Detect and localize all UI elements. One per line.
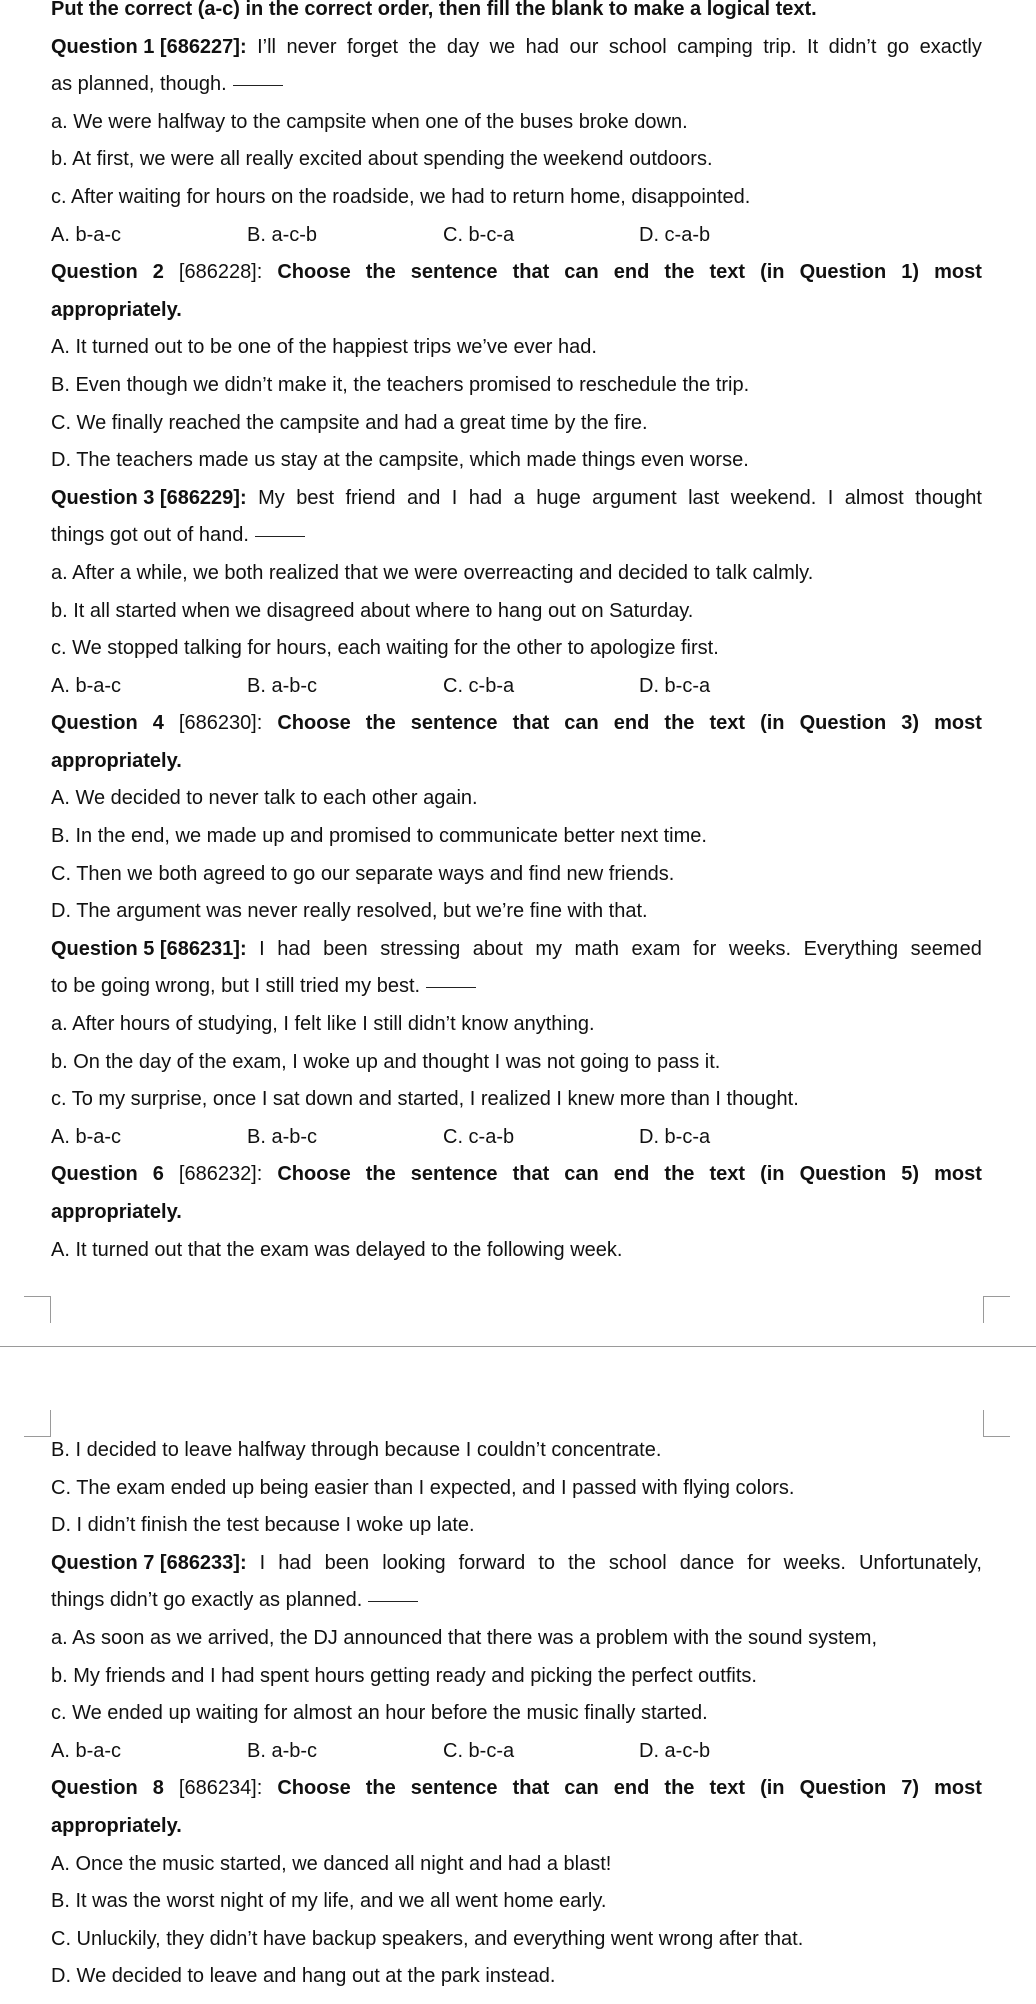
q7-word: the: [568, 1551, 596, 1574]
page-corner-mark: [24, 1296, 51, 1323]
q3-word: friend: [345, 486, 396, 509]
q3-option-c[interactable]: C. c-b-a: [443, 674, 515, 697]
q2-word: (in: [760, 261, 785, 284]
q6-word: 5): [901, 1163, 920, 1186]
q7-word: forward: [458, 1551, 526, 1574]
q8-word: that: [512, 1777, 550, 1800]
q7-option-c[interactable]: C. b-c-a: [443, 1739, 515, 1762]
q6-word: end: [613, 1163, 650, 1186]
q6-word: [686232]:: [178, 1163, 263, 1186]
q1-option-d[interactable]: D. c-a-b: [639, 223, 711, 246]
q4-option-c[interactable]: C. Then we both agreed to go our separate ways and find new friends.: [51, 862, 675, 885]
q3-sentence-a: a. After a while, we both realized that we were overreacting and decided to talk calmly.: [51, 561, 814, 584]
q8-option-a[interactable]: A. Once the music started, we danced all night and had a blast!: [51, 1852, 612, 1875]
q5-word: stressing: [380, 937, 461, 960]
q1-word: our: [569, 35, 599, 58]
page-1-content: [51, 0, 982, 1269]
q1-sentence-c: c. After waiting for hours on the roadside, we had to return home, disappointed.: [51, 185, 751, 208]
q4-word: [686230]:: [178, 712, 263, 735]
answer-blank[interactable]: [426, 985, 476, 988]
q6-option-a[interactable]: A. It turned out that the exam was delayed to the following week.: [51, 1238, 623, 1261]
q7-option-d[interactable]: D. a-c-b: [639, 1739, 711, 1762]
q3-lead: Question 3 [686229]:: [51, 486, 247, 509]
q5-sentence-a: a. After hours of studying, I felt like I still didn’t know anything.: [51, 1013, 595, 1036]
answer-blank[interactable]: [233, 83, 283, 86]
q1-word: day: [446, 35, 480, 58]
q1-word: never: [286, 35, 337, 58]
q2-word: text: [709, 261, 746, 284]
q8-word: can: [564, 1777, 599, 1800]
q3-word: I: [451, 486, 458, 509]
q6-word: most: [934, 1163, 982, 1186]
q6-word: that: [512, 1163, 550, 1186]
q2-word: sentence: [410, 261, 498, 284]
q5-option-a[interactable]: A. b-a-c: [51, 1125, 122, 1148]
q4-word: Question: [51, 712, 138, 735]
q2-word: Question: [51, 261, 138, 284]
q1-word: It: [807, 35, 819, 58]
q5-word: for: [692, 937, 717, 960]
q6-word: (in: [760, 1163, 785, 1186]
q6-option-c[interactable]: C. The exam ended up being easier than I expected, and I passed with flying colors.: [51, 1476, 795, 1499]
q6-option-b[interactable]: B. I decided to leave halfway through because I couldn’t concentrate.: [51, 1439, 662, 1461]
q7-line2-text: things didn’t go exactly as planned.: [51, 1589, 363, 1612]
q8-word: Question: [799, 1777, 887, 1800]
q5-line2-text: to be going wrong, but I still tried my best.: [51, 975, 421, 998]
q1-option-c[interactable]: C. b-c-a: [443, 223, 515, 246]
q5-word: weeks.: [728, 937, 792, 960]
q8-line2: appropriately.: [51, 1814, 182, 1837]
q3-word: and: [406, 486, 441, 509]
q1-word: school: [608, 35, 667, 58]
q4-word: end: [613, 712, 650, 735]
q8-word: Question: [51, 1777, 138, 1800]
q2-line1: [51, 254, 982, 292]
q4-word: can: [564, 712, 599, 735]
q1-word: had: [525, 35, 559, 58]
q7-word: school: [608, 1551, 667, 1574]
q5-sentence-c: c. To my surprise, once I sat down and started, I realized I knew more than I thought.: [51, 1088, 799, 1111]
q2-word: that: [512, 261, 550, 284]
q1-sentence-b: b. At first, we were all really excited about spending the weekend outdoors.: [51, 148, 713, 171]
q5-lead: Question 5 [686231]:: [51, 937, 247, 960]
q1-line1: [51, 29, 982, 67]
q7-line1: [51, 1545, 982, 1583]
q1-option-b[interactable]: B. a-c-b: [247, 223, 318, 246]
q2-word: the: [365, 261, 396, 284]
q7-options: [51, 1733, 982, 1771]
q4-word: the: [664, 712, 695, 735]
q6-word: Question: [799, 1163, 887, 1186]
q4-word: sentence: [410, 712, 498, 735]
q3-options: [51, 668, 982, 706]
q5-word: seemed: [910, 937, 982, 960]
q3-word: almost: [844, 486, 904, 509]
q1-word: I’ll: [257, 35, 276, 58]
q8-word: end: [613, 1777, 650, 1800]
q4-word: 4: [152, 712, 164, 735]
q4-word: (in: [760, 712, 785, 735]
q8-line1: [51, 1770, 982, 1808]
q4-word: Question: [799, 712, 887, 735]
q2-option-a[interactable]: A. It turned out to be one of the happiest trips we’ve ever had.: [51, 336, 597, 359]
q3-line2: [51, 517, 982, 555]
q2-word: [686228]:: [178, 261, 263, 284]
q3-word: argument: [592, 486, 677, 509]
q6-word: Question: [51, 1163, 138, 1186]
q1-word: trip.: [763, 35, 797, 58]
answer-blank[interactable]: [368, 1599, 418, 1602]
q7-option-a[interactable]: A. b-a-c: [51, 1739, 122, 1762]
q1-word: exactly: [919, 35, 982, 58]
q1-word: camping: [677, 35, 753, 58]
q7-sentence-b: b. My friends and I had spent hours getting ready and picking the perfect outfits.: [51, 1664, 757, 1687]
page-corner-mark: [983, 1296, 1010, 1323]
q8-word: Choose: [277, 1777, 351, 1800]
q4-word: text: [709, 712, 746, 735]
q8-word: the: [664, 1777, 695, 1800]
q8-option-c[interactable]: C. Unluckily, they didn’t have backup speakers, and everything went wrong after that.: [51, 1927, 804, 1950]
q2-word: Question: [799, 261, 887, 284]
q1-line2-text: as planned, though.: [51, 73, 227, 96]
q7-word: Unfortunately,: [858, 1551, 982, 1574]
q5-options: [51, 1119, 982, 1157]
q3-word: last: [688, 486, 720, 509]
q7-word: to: [538, 1551, 556, 1574]
q3-sentence-c: c. We stopped talking for hours, each waiting for the other to apologize first.: [51, 637, 719, 660]
q7-word: for: [747, 1551, 771, 1574]
q3-word: had: [468, 486, 503, 509]
q1-sentence-a: a. We were halfway to the campsite when one of the buses broke down.: [51, 110, 688, 133]
q4-option-b[interactable]: B. In the end, we made up and promised to communicate better next time.: [51, 825, 707, 848]
q8-word: 7): [901, 1777, 920, 1800]
q3-word: huge: [536, 486, 581, 509]
q4-option-a[interactable]: A. We decided to never talk to each other again.: [51, 787, 478, 810]
q2-line2: appropriately.: [51, 298, 182, 321]
q3-option-d[interactable]: D. b-c-a: [639, 674, 711, 697]
q6-word: 6: [152, 1163, 164, 1186]
q6-line1: [51, 1156, 982, 1194]
q2-option-b[interactable]: B. Even though we didn’t make it, the teachers promised to reschedule the trip.: [51, 373, 750, 396]
q4-word: Choose: [277, 712, 351, 735]
q5-sentence-b: b. On the day of the exam, I woke up and thought I was not going to pass it.: [51, 1050, 721, 1073]
q4-line2: appropriately.: [51, 749, 182, 772]
q7-word: been: [324, 1551, 370, 1574]
q8-word: most: [934, 1777, 982, 1800]
q1-word: we: [489, 35, 516, 58]
q3-word: a: [513, 486, 525, 509]
q5-word: had: [277, 937, 311, 960]
q7-word: had: [278, 1551, 312, 1574]
q4-word: most: [934, 712, 982, 735]
q7-option-b[interactable]: B. a-b-c: [247, 1739, 318, 1762]
q3-word: My: [258, 486, 285, 509]
q1-word: didn’t: [828, 35, 877, 58]
q8-word: the: [365, 1777, 396, 1800]
q2-word: end: [613, 261, 650, 284]
q2-option-d[interactable]: D. The teachers made us stay at the campsite, which made things even worse.: [51, 449, 749, 472]
q7-sentence-c: c. We ended up waiting for almost an hour before the music finally started.: [51, 1702, 708, 1725]
q6-word: sentence: [410, 1163, 498, 1186]
q8-word: sentence: [410, 1777, 498, 1800]
q4-word: 3): [901, 712, 920, 735]
q1-line2: [51, 66, 982, 104]
q5-option-c[interactable]: C. c-a-b: [443, 1125, 515, 1148]
q5-word: about: [472, 937, 523, 960]
q8-word: 8: [152, 1777, 164, 1800]
q1-lead: Question 1 [686227]:: [51, 35, 247, 58]
q7-word: dance: [679, 1551, 735, 1574]
q4-word: the: [365, 712, 396, 735]
q5-word: been: [323, 937, 368, 960]
q3-line1: [51, 480, 982, 518]
q2-word: the: [664, 261, 695, 284]
q5-line1: [51, 931, 982, 969]
q2-word: Choose: [277, 261, 351, 284]
q7-word: weeks.: [783, 1551, 846, 1574]
q7-sentence-a: a. As soon as we arrived, the DJ announced that there was a problem with the sound system,: [51, 1626, 878, 1649]
q6-line2: appropriately.: [51, 1201, 182, 1223]
q7-lead: Question 7 [686233]:: [51, 1551, 247, 1574]
q8-word: text: [709, 1777, 746, 1800]
answer-blank[interactable]: [255, 534, 305, 537]
q7-line2: [51, 1582, 982, 1620]
q4-word: that: [512, 712, 550, 735]
q8-word: [686234]:: [178, 1777, 263, 1800]
q5-option-b[interactable]: B. a-b-c: [247, 1125, 318, 1148]
instruction: Put the correct (a-c) in the correct order, then fill the blank to make a logical text.: [51, 0, 817, 20]
q6-word: text: [709, 1163, 746, 1186]
q3-option-a[interactable]: A. b-a-c: [51, 674, 122, 697]
q3-word: weekend.: [730, 486, 817, 509]
q2-word: can: [564, 261, 599, 284]
q5-word: math: [574, 937, 620, 960]
page-2-content: [51, 1432, 982, 1996]
q1-word: go: [886, 35, 910, 58]
q1-word: forget: [346, 35, 399, 58]
q2-word: most: [934, 261, 982, 284]
page-2: [0, 1346, 1036, 2004]
q7-word: looking: [382, 1551, 446, 1574]
q5-option-d[interactable]: D. b-c-a: [639, 1125, 711, 1148]
q1-option-a[interactable]: A. b-a-c: [51, 223, 122, 246]
q5-word: I: [259, 937, 265, 960]
q3-word: I: [827, 486, 834, 509]
q5-line2: [51, 968, 982, 1006]
q1-word: the: [408, 35, 437, 58]
q5-word: Everything: [803, 937, 899, 960]
q2-option-c[interactable]: C. We finally reached the campsite and had a great time by the fire.: [51, 411, 648, 434]
q5-word: exam: [631, 937, 681, 960]
q6-word: the: [365, 1163, 396, 1186]
q2-word: 2: [152, 261, 164, 284]
q4-option-d[interactable]: D. The argument was never really resolved, but we’re fine with that.: [51, 900, 648, 923]
q6-word: can: [564, 1163, 599, 1186]
q3-word: best: [296, 486, 335, 509]
q3-line2-text: things got out of hand.: [51, 524, 249, 547]
q5-word: my: [535, 937, 563, 960]
q7-word: I: [259, 1551, 266, 1574]
q3-sentence-b: b. It all started when we disagreed about where to hang out on Saturday.: [51, 599, 694, 622]
q8-option-d[interactable]: D. We decided to leave and hang out at the park instead.: [51, 1965, 556, 1988]
q6-word: the: [664, 1163, 695, 1186]
q6-option-d[interactable]: D. I didn’t finish the test because I woke up late.: [51, 1514, 475, 1537]
q2-word: 1): [901, 261, 920, 284]
q8-word: (in: [760, 1777, 785, 1800]
q6-word: Choose: [277, 1163, 351, 1186]
q4-line1: [51, 705, 982, 743]
q3-option-b[interactable]: B. a-b-c: [247, 674, 318, 697]
q3-word: thought: [915, 486, 982, 509]
q8-option-b[interactable]: B. It was the worst night of my life, and we all went home early.: [51, 1890, 607, 1913]
q1-options: [51, 217, 982, 255]
